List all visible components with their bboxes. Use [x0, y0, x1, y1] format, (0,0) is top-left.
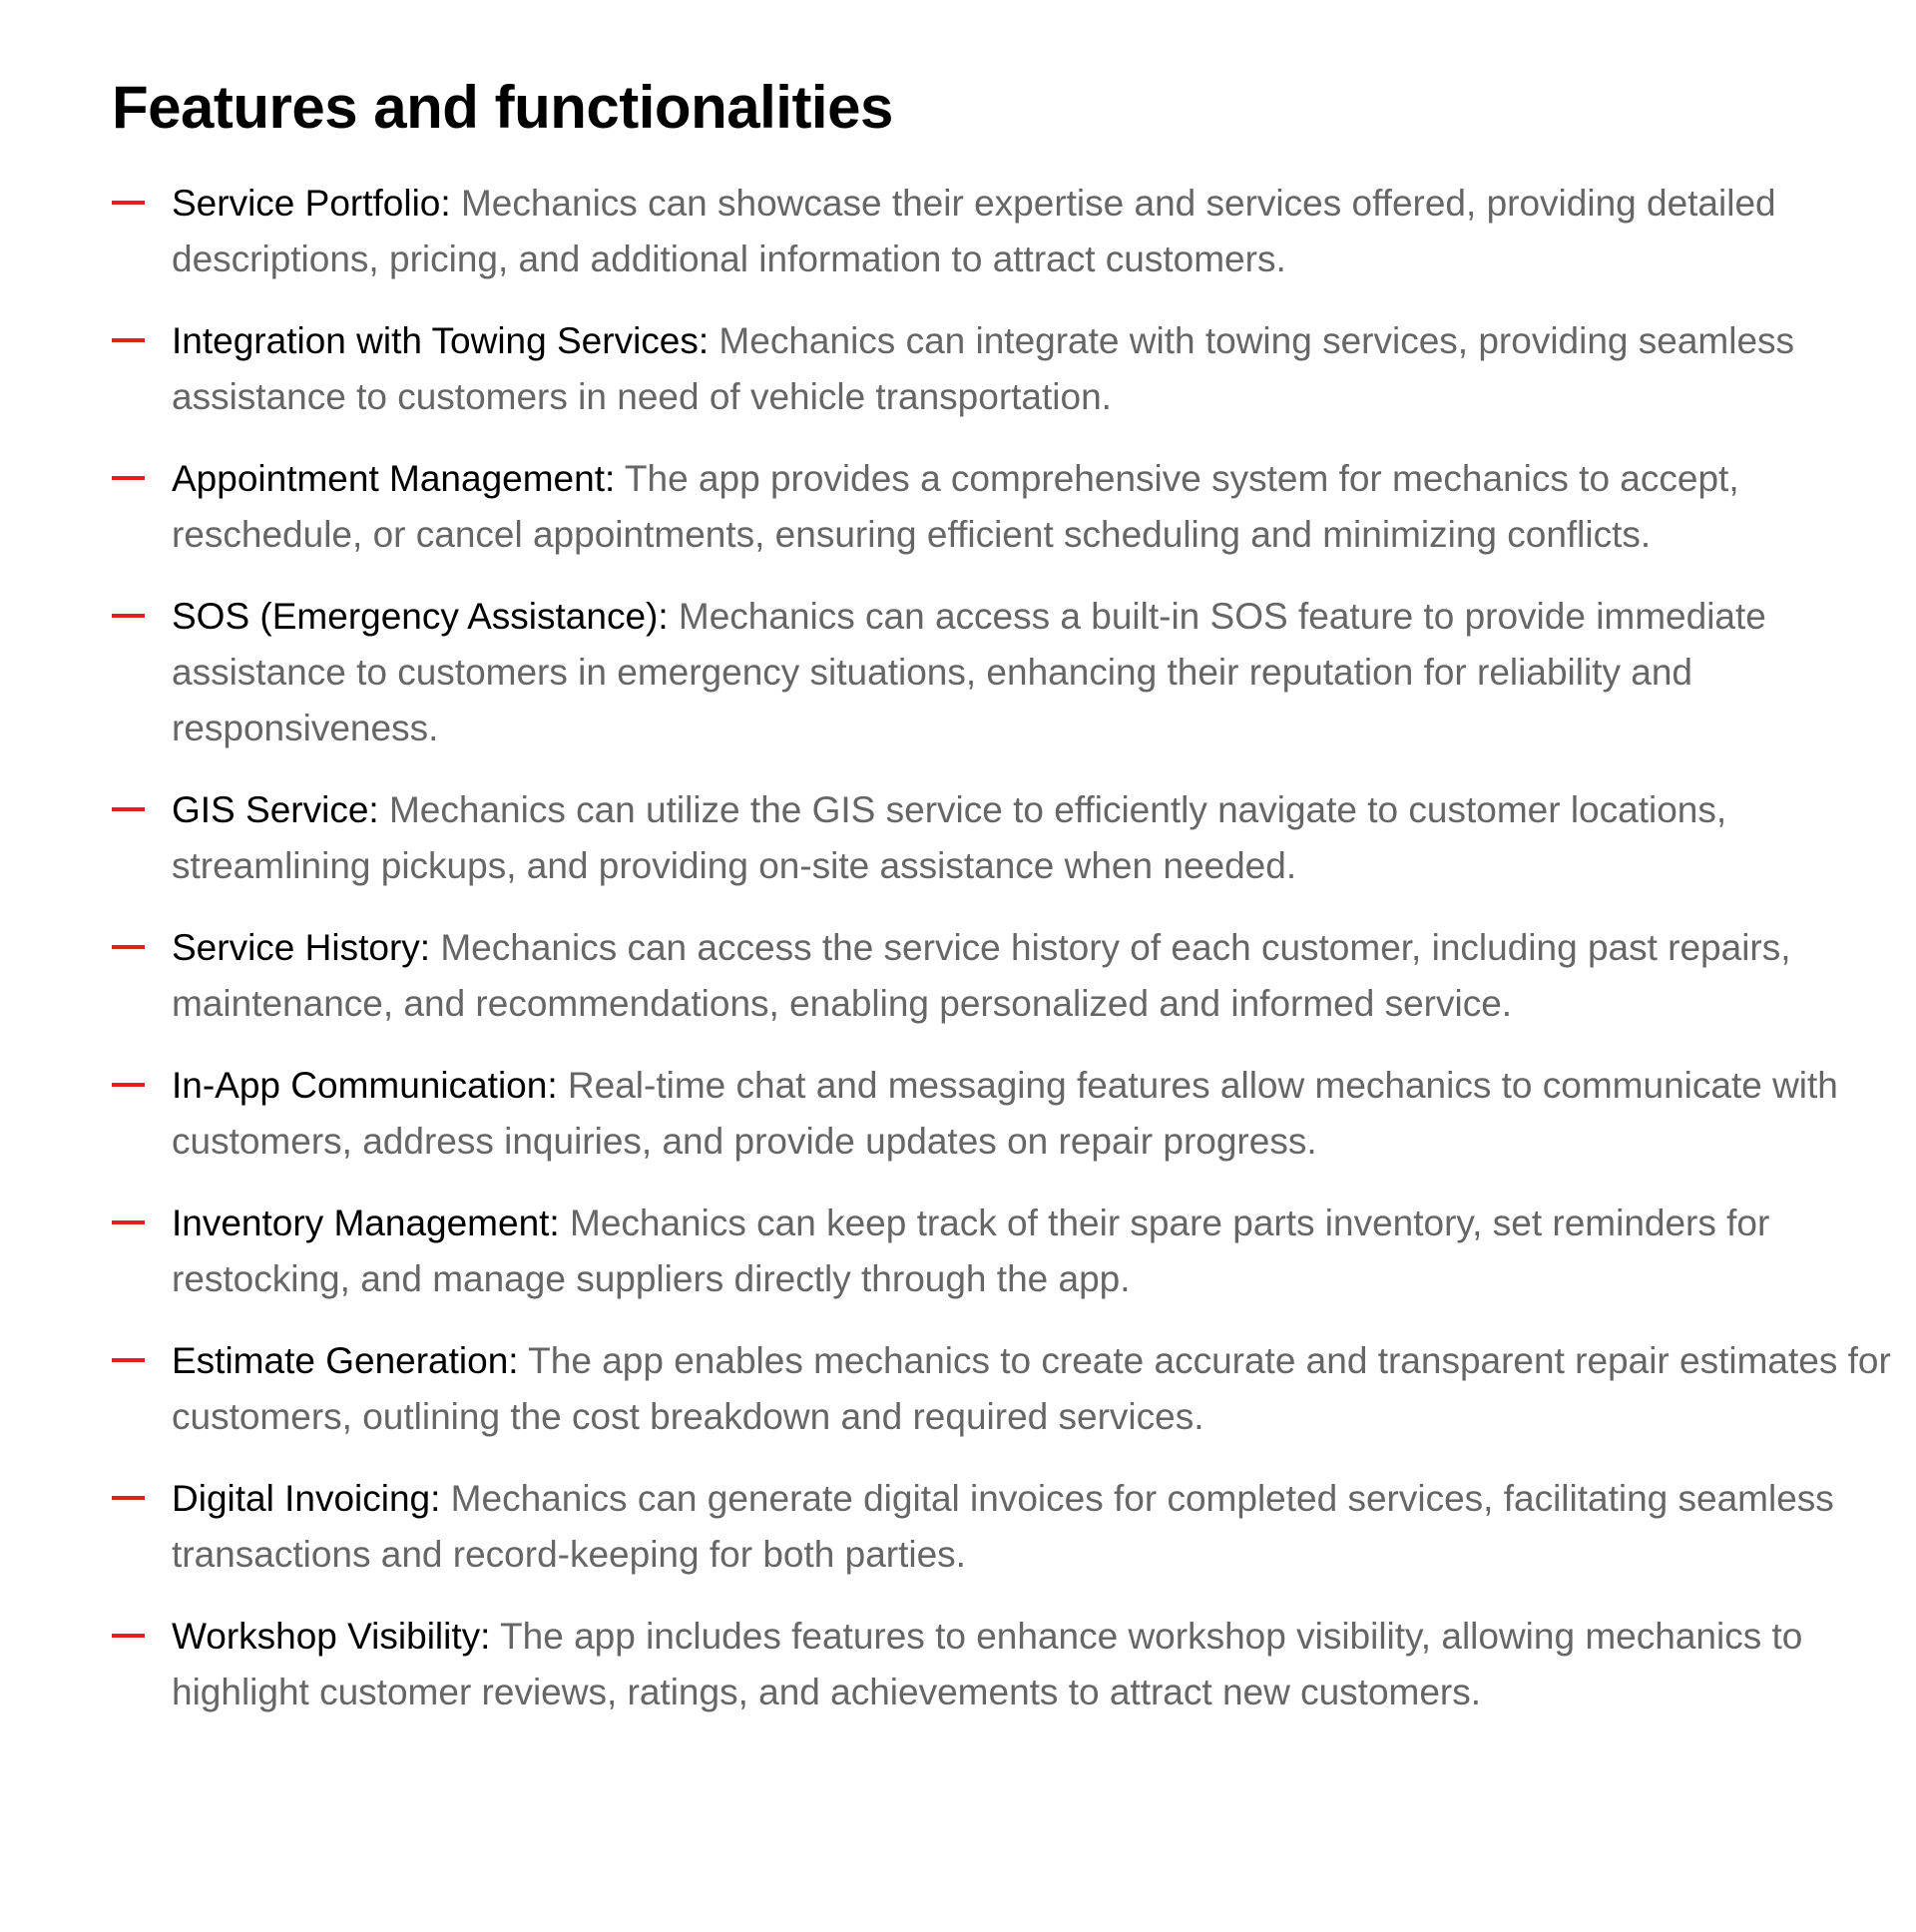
feature-item-estimate-generation	[112, 1333, 1916, 1445]
page-title	[112, 70, 1828, 146]
feature-item-service-portfolio	[112, 176, 1916, 287]
feature-item-inventory-management	[112, 1196, 1916, 1307]
feature-description: Mechanics can generate digital invoices for completed services, facilitating seamless transactions and record-keeping for both parties.	[172, 1478, 1834, 1575]
feature-item-sos	[112, 589, 1916, 756]
feature-name: Service Portfolio:	[172, 183, 451, 224]
dash-bullet-icon	[112, 338, 145, 342]
dash-bullet-icon	[112, 201, 145, 205]
feature-item-in-app-communication	[112, 1058, 1916, 1170]
feature-name: Digital Invoicing:	[172, 1478, 441, 1519]
features-section	[112, 70, 1891, 1746]
dash-bullet-icon	[112, 1634, 145, 1638]
feature-name: Inventory Management:	[172, 1203, 560, 1243]
dash-bullet-icon	[112, 1083, 145, 1087]
title-highlighted	[514, 70, 911, 146]
title-plain: Features and f	[112, 74, 515, 141]
feature-item-workshop-visibility	[112, 1609, 1916, 1720]
feature-item-digital-invoicing	[112, 1471, 1916, 1583]
feature-description: Mechanics can showcase their expertise and services offered, providing detailed descriptions, pricing, and additional information to attract customers.	[172, 183, 1776, 279]
feature-name: Integration with Towing Services:	[172, 320, 710, 361]
feature-name: GIS Service:	[172, 789, 379, 830]
feature-description: Mechanics can utilize the GIS service to efficiently navigate to customer locations, streamlining pickups, and providing on-site assistance when needed.	[172, 789, 1727, 886]
feature-description: The app provides a comprehensive system for mechanics to accept, reschedule, or cancel appointments, ensuring efficient scheduling and minimizing conflicts.	[172, 458, 1739, 555]
feature-description: Mechanics can keep track of their spare parts inventory, set reminders for restocking, and manage suppliers directly through the app.	[172, 1203, 1770, 1299]
feature-name: Appointment Management:	[172, 458, 616, 499]
feature-name: In-App Communication:	[172, 1065, 558, 1106]
feature-description: Mechanics can access the service history of each customer, including past repairs, maintenance, and recommendations, enabling personalized and informed service.	[172, 927, 1791, 1024]
feature-item-service-history	[112, 920, 1916, 1032]
feature-description: The app enables mechanics to create accurate and transparent repair estimates for customers, outlining the cost breakdown and required services.	[172, 1340, 1891, 1437]
feature-name: SOS (Emergency Assistance):	[172, 596, 669, 637]
feature-item-towing-integration	[112, 313, 1916, 425]
feature-description: Mechanics can integrate with towing services, providing seamless assistance to customers in need of vehicle transportation.	[172, 320, 1795, 417]
dash-bullet-icon	[112, 807, 145, 811]
feature-description: Mechanics can access a built-in SOS feature to provide immediate assistance to customers in emergency situations, enhancing their reputation for reliability and responsiveness.	[172, 596, 1766, 748]
dash-bullet-icon	[112, 614, 145, 618]
feature-list	[112, 176, 1891, 1720]
dash-bullet-icon	[112, 1220, 145, 1224]
feature-description: Real-time chat and messaging features allow mechanics to communicate with customers, address inquiries, and provide updates on repair progress.	[172, 1065, 1838, 1162]
dash-bullet-icon	[112, 476, 145, 480]
feature-name: Estimate Generation:	[172, 1340, 519, 1381]
feature-item-gis-service	[112, 782, 1916, 894]
dash-bullet-icon	[112, 945, 145, 949]
feature-item-appointment-management	[112, 451, 1916, 563]
feature-description: The app includes features to enhance workshop visibility, allowing mechanics to highlight customer reviews, ratings, and achievements to attract new customers.	[172, 1616, 1803, 1712]
dash-bullet-icon	[112, 1496, 145, 1500]
title-highlighted-text: unctionalities	[514, 74, 893, 141]
feature-name: Service History:	[172, 927, 431, 968]
feature-name: Workshop Visibility:	[172, 1616, 491, 1657]
dash-bullet-icon	[112, 1358, 145, 1362]
